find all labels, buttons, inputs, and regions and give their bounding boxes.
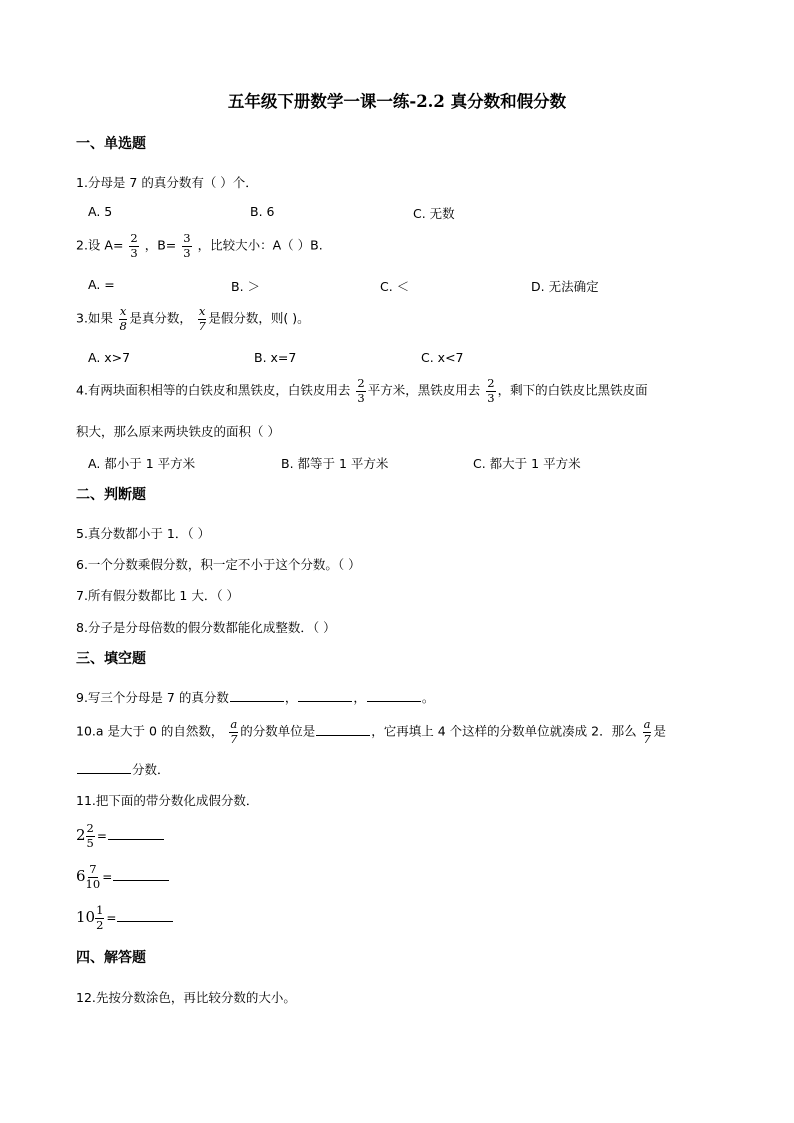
q11-item3-blank[interactable] xyxy=(117,909,173,922)
question-12: 12.先按分数涂色，再比较分数的大小。 xyxy=(76,990,296,1005)
q11-item1-whole: 2 xyxy=(76,826,86,844)
q3-fraction-x-over-7 xyxy=(198,306,207,332)
q9-separator-1: ， xyxy=(284,690,298,705)
q11-item3-whole: 10 xyxy=(76,908,96,926)
q11-item2-blank[interactable] xyxy=(113,868,169,881)
section-heading-true-false: 二、判断题 xyxy=(76,487,146,503)
q11-mixed-number-3 xyxy=(76,905,174,931)
q10-line-2-text: 分数． xyxy=(132,762,170,777)
q3-f2-denominator: 7 xyxy=(198,318,206,333)
q9-end: 。 xyxy=(421,690,435,705)
q4-f2-numerator: 2 xyxy=(487,376,495,390)
q11-item3-equals: = xyxy=(106,911,117,925)
q4-fraction-1 xyxy=(356,378,365,404)
q11-item2-whole: 6 xyxy=(76,867,86,885)
q4-f2-denominator: 3 xyxy=(487,390,495,405)
q10-f1-numerator: a xyxy=(230,717,238,731)
question-7: 7.所有假分数都比 1 大．（ ） xyxy=(76,588,240,603)
q11-mixed-number-1 xyxy=(76,823,165,849)
question-4-line-2: 积大，那么原来两块铁皮的面积（ ） xyxy=(76,424,280,439)
q10-fraction-1 xyxy=(229,719,238,745)
q3-option-b[interactable]: B. x=7 xyxy=(254,350,297,365)
q11-item2-denominator: 10 xyxy=(85,876,101,891)
q11-item2-equals: = xyxy=(102,870,113,884)
q10-f2-numerator: a xyxy=(643,717,651,731)
q4-text-3: ，剩下的白铁皮比黑铁皮面 xyxy=(497,382,648,398)
q2-text-1: 2.设 A= xyxy=(76,237,124,253)
q1-option-a[interactable]: A. 5 xyxy=(88,204,113,219)
q10-blank-2[interactable] xyxy=(77,761,131,774)
q11-item1-equals: = xyxy=(96,829,107,843)
q2-option-c[interactable]: C. ＜ xyxy=(380,279,410,294)
q4-option-a[interactable]: A. 都小于 1 平方米 xyxy=(88,456,196,471)
question-1: 1.分母是 7 的真分数有（ ）个． xyxy=(76,175,258,190)
q11-item3-denominator: 2 xyxy=(96,917,104,932)
q10-text-2: 的分数单位是 xyxy=(240,723,316,739)
q2-b-denominator: 3 xyxy=(183,245,191,260)
q4-option-b[interactable]: B. 都等于 1 平方米 xyxy=(281,456,389,471)
q2-option-b[interactable]: B. ＞ xyxy=(231,279,261,294)
question-6: 6.一个分数乘假分数，积一定不小于这个分数。（ ） xyxy=(76,557,361,572)
q10-text-1: 10.a 是大于 0 的自然数， xyxy=(76,723,224,739)
q9-text: 9.写三个分母是 7 的真分数 xyxy=(76,690,229,705)
q4-text-2: 平方米，黑铁皮用去 xyxy=(367,382,481,398)
q2-text-3: ，比较大小：A（ ）B. xyxy=(197,237,323,253)
q1-option-c[interactable]: C. 无数 xyxy=(413,206,455,221)
q9-blank-3[interactable] xyxy=(367,689,421,702)
q11-item1-denominator: 5 xyxy=(86,835,94,850)
q10-f2-denominator: 7 xyxy=(643,731,651,746)
q4-fraction-2 xyxy=(486,378,495,404)
question-10 xyxy=(76,719,666,745)
question-10-line-2 xyxy=(76,760,170,778)
q2-fraction-a xyxy=(129,233,138,259)
q9-blank-2[interactable] xyxy=(298,689,352,702)
q11-item3-numerator: 1 xyxy=(96,903,104,917)
q2-text-2: ，B= xyxy=(144,237,177,253)
question-5: 5.真分数都小于 1．（ ） xyxy=(76,526,211,541)
q10-text-4: 是 xyxy=(653,723,666,739)
q9-separator-2: ， xyxy=(353,690,366,705)
q2-option-d[interactable]: D. 无法确定 xyxy=(531,279,599,294)
q2-b-numerator: 3 xyxy=(183,231,191,245)
q2-option-a[interactable]: A. = xyxy=(88,277,115,292)
q3-text-1: 3.如果 xyxy=(76,310,113,326)
section-heading-solve: 四、解答题 xyxy=(76,950,146,966)
page-title: 五年级下册数学一课一练-2.2 真分数和假分数 xyxy=(227,92,567,111)
question-4 xyxy=(76,378,648,404)
q3-text-3: 是假分数，则( )。 xyxy=(208,310,310,326)
q4-option-c[interactable]: C. 都大于 1 平方米 xyxy=(473,456,581,471)
q2-a-denominator: 3 xyxy=(130,245,138,260)
q1-option-b[interactable]: B. 6 xyxy=(250,204,275,219)
question-11: 11.把下面的带分数化成假分数． xyxy=(76,793,259,808)
question-3 xyxy=(76,306,310,332)
q4-text-1: 4.有两块面积相等的白铁皮和黑铁皮，白铁皮用去 xyxy=(76,382,351,398)
q10-blank-1[interactable] xyxy=(316,723,370,736)
q3-f1-numerator: x xyxy=(119,304,127,318)
q10-fraction-2 xyxy=(643,719,652,745)
q3-f2-numerator: x xyxy=(198,304,206,318)
q11-item1-fraction xyxy=(86,823,95,849)
q10-f1-denominator: 7 xyxy=(230,731,238,746)
q2-fraction-b xyxy=(182,233,191,259)
q2-a-numerator: 2 xyxy=(130,231,138,245)
question-8: 8.分子是分母倍数的假分数都能化成整数．（ ） xyxy=(76,620,336,635)
q3-option-a[interactable]: A. x>7 xyxy=(88,350,131,365)
section-heading-single-choice: 一、单选题 xyxy=(76,136,146,152)
q11-item3-fraction xyxy=(95,905,104,931)
q11-item1-numerator: 2 xyxy=(86,821,94,835)
q11-item2-numerator: 7 xyxy=(89,862,97,876)
question-2 xyxy=(76,233,323,259)
q3-option-c[interactable]: C. x<7 xyxy=(421,350,464,365)
q4-f1-numerator: 2 xyxy=(357,376,365,390)
q10-text-3: ，它再填上 4 个这样的分数单位就凑成 2．那么 xyxy=(371,723,637,739)
q11-mixed-number-2 xyxy=(76,864,170,890)
q3-text-2: 是真分数， xyxy=(129,310,192,326)
section-heading-fill-blank: 三、填空题 xyxy=(76,651,146,667)
q4-f1-denominator: 3 xyxy=(357,390,365,405)
q3-f1-denominator: 8 xyxy=(119,318,127,333)
q9-blank-1[interactable] xyxy=(230,689,284,702)
q11-item2-fraction xyxy=(86,864,101,890)
q11-item1-blank[interactable] xyxy=(108,827,164,840)
question-9 xyxy=(76,688,434,706)
q3-fraction-x-over-8 xyxy=(119,306,128,332)
